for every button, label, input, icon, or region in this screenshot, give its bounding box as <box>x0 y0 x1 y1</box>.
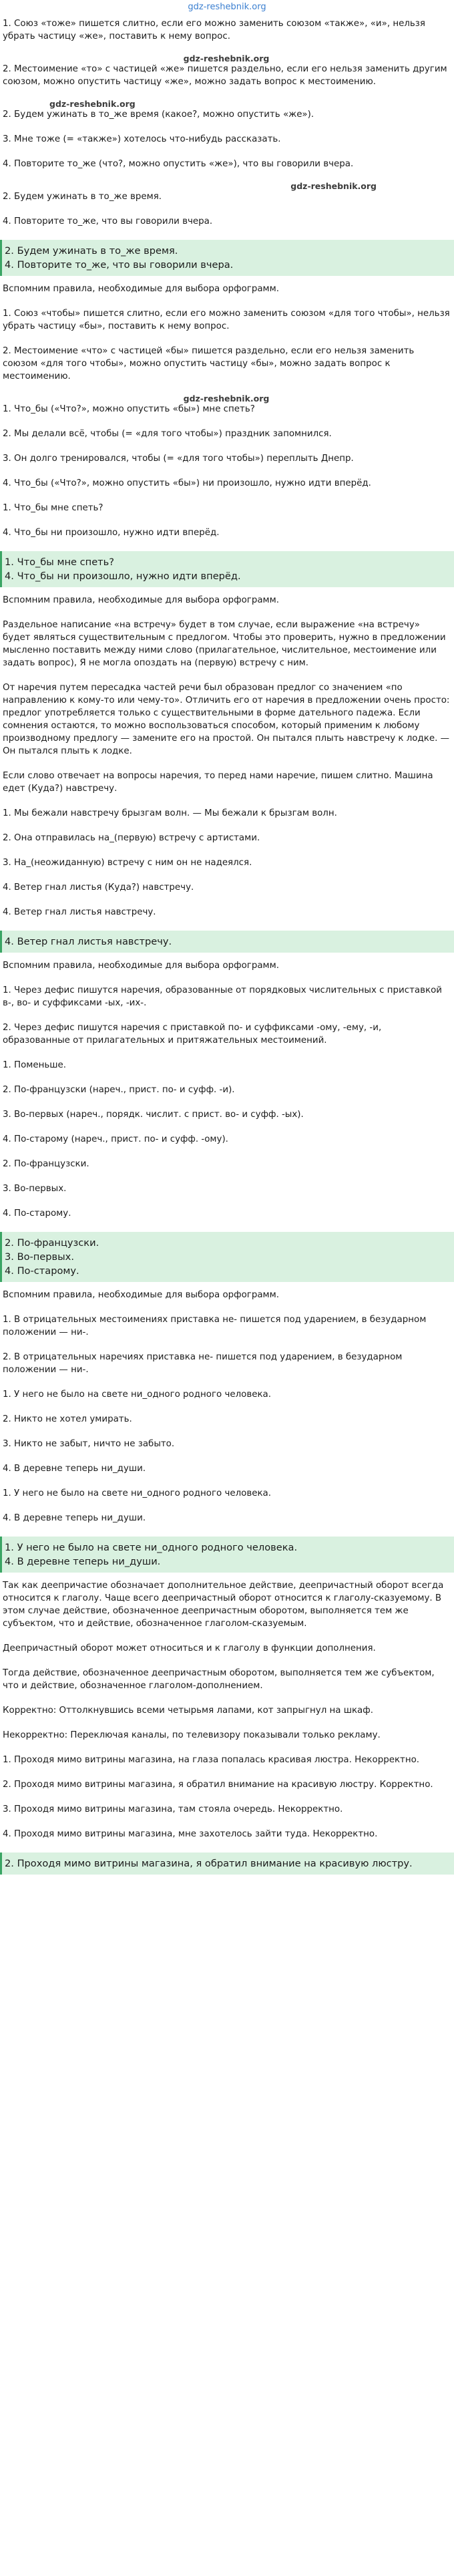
text-paragraph: Так как деепричастие обозначает дополнительное действие, деепричастный оборот всегда относится к глаголу. Чаще всего деепричастный оборот относится к глаголу-сказуемому. В этом случае действие, обозначенное деепричастным оборотом, выполняется тем же субъектом, что и действие, обозначенное глаголом-сказуемым. <box>3 1581 444 1629</box>
answer-line: 2. Проходя мимо витрины магазина, я обратил внимание на красивую люстру. <box>5 1858 413 1869</box>
answer-line: 4. По-старому. <box>5 1265 79 1277</box>
text-paragraph: 2. Никто не хотел умирать. <box>3 1414 132 1424</box>
text-paragraph: 4. В деревне теперь ни_души. <box>3 1464 146 1474</box>
text-paragraph: Вспомним правила, необходимые для выбора орфограмм. <box>3 961 279 971</box>
text-paragraph: Вспомним правила, необходимые для выбора орфограмм. <box>3 284 279 294</box>
text-paragraph: От наречия путем пересадка частей речи был образован предлог со значением «по направлению к кому-то или чему-то». Отличить его от наречия в предложении очень просто: предлог употребляется только с существительными в форме дательного падежа. Если сомнения остаются, то можно воспользоваться способом, который применим к любому производному предлогу — замените его на простой. Он пытался плыть навстречу к лодке. — Он пытался плыть к лодке. <box>3 683 450 756</box>
text-paragraph: 3. Во-первых (нареч., порядк. числит. с прист. во- и суфф. -ых). <box>3 1110 304 1120</box>
text-paragraph: 1. В отрицательных местоимениях приставка не- пишется под ударением, в безударном положении — ни-. <box>3 1315 427 1337</box>
text-paragraph: 4. Что_бы ни произошло, нужно идти вперёд. <box>3 528 220 538</box>
answer-line: 1. У него не было на свете ни_одного родного человека. <box>5 1542 298 1553</box>
answer-line: 4. Ветер гнал листья навстречу. <box>5 936 172 947</box>
text-paragraph: 4. Ветер гнал листья навстречу. <box>3 907 156 917</box>
answer-line: 2. Будем ужинать в то_же время. <box>5 245 178 257</box>
answer-highlight <box>0 1537 454 1573</box>
text-paragraph: 3. На_(неожиданную) встречу с ним он не надеялся. <box>3 858 252 868</box>
text-paragraph: 1. Мы бежали навстречу брызгам волн. — Мы бежали к брызгам волн. <box>3 808 337 818</box>
text-paragraph: 3. Мне тоже (= «также») хотелось что-нибудь рассказать. <box>3 134 281 144</box>
text-paragraph: Тогда действие, обозначенное деепричастным оборотом, выполняется тем же субъектом, что и действие, обозначенное глаголом-дополнением. <box>3 1668 435 1691</box>
watermark: gdz-reshebnik.org <box>290 181 377 191</box>
text-paragraph: 2. Местоимение «что» с частицей «бы» пишется раздельно, если его нельзя заменить союзом «для того чтобы», можно опустить частицу «бы», можно задать вопрос к местоимению. <box>3 346 415 381</box>
site-name[interactable]: gdz-reshebnik.org <box>188 2 266 12</box>
answer-line: 3. Во-первых. <box>5 1251 74 1263</box>
answer-line: 2. По-французски. <box>5 1237 99 1249</box>
text-paragraph: Деепричастный оборот может относиться и к глаголу в функции дополнения. <box>3 1643 376 1653</box>
watermark: gdz-reshebnik.org <box>49 99 136 109</box>
text-paragraph: 4. Повторите то_же, что вы говорили вчера. <box>3 216 213 226</box>
text-paragraph: 1. У него не было на свете ни_одного родного человека. <box>3 1390 272 1400</box>
text-paragraph: 2. Будем ужинать в то_же время (какое?, можно опустить «же»). <box>3 110 314 120</box>
text-paragraph: 4. Что_бы («Что?», можно опустить «бы») ни произошло, нужно идти вперёд. <box>3 478 371 488</box>
text-paragraph: 1. Проходя мимо витрины магазина, на глаза попалась красивая люстра. Некорректно. <box>3 1755 420 1765</box>
site-header[interactable] <box>0 0 454 17</box>
text-paragraph: 4. Ветер гнал листья (Куда?) навстречу. <box>3 882 194 893</box>
text-paragraph: 1. Что_бы («Что?», можно опустить «бы») мне спеть? <box>3 404 255 414</box>
text-paragraph: 1. Через дефис пишутся наречия, образованные от порядковых числительных с приставкой в-, во- и суффиксами -ых, -их-. <box>3 985 442 1008</box>
text-paragraph: 2. Она отправилась на_(первую) встречу с артистами. <box>3 833 260 843</box>
answer-highlight <box>0 551 454 587</box>
text-paragraph: 2. По-французски (нареч., прист. по- и суфф. -и). <box>3 1085 235 1095</box>
text-paragraph: 3. Проходя мимо витрины магазина, там стояла очередь. Некорректно. <box>3 1804 343 1814</box>
text-paragraph: Если слово отвечает на вопросы наречия, то перед нами наречие, пишем слитно. Машина едет (Куда?) навстречу. <box>3 771 433 794</box>
text-paragraph: 2. По-французски. <box>3 1159 89 1169</box>
text-paragraph: 1. Что_бы мне спеть? <box>3 503 103 513</box>
answer-line: 4. В деревне теперь ни_души. <box>5 1556 161 1567</box>
answer-highlight <box>0 1853 454 1875</box>
watermark: gdz-reshebnik.org <box>183 393 270 404</box>
text-paragraph: 4. Проходя мимо витрины магазина, мне захотелось зайти туда. Некорректно. <box>3 1829 378 1839</box>
text-paragraph: 4. По-старому (нареч., прист. по- и суфф. -ому). <box>3 1134 228 1144</box>
text-paragraph: 4. По-старому. <box>3 1209 71 1219</box>
text-paragraph: 3. Во-первых. <box>3 1184 67 1194</box>
text-paragraph: Некорректно: Переключая каналы, по телевизору показывали только рекламу. <box>3 1730 381 1740</box>
text-paragraph: 4. Повторите то_же (что?, можно опустить «же»), что вы говорили вчера. <box>3 159 354 169</box>
text-paragraph: 1. Союз «тоже» пишется слитно, если его можно заменить союзом «также», «и», нельзя убрать частицу «же», поставить к нему вопрос. <box>3 19 425 41</box>
answer-line: 4. Повторите то_же, что вы говорили вчера. <box>5 259 234 271</box>
text-paragraph: 2. Проходя мимо витрины магазина, я обратил внимание на красивую люстру. Корректно. <box>3 1780 433 1790</box>
text-paragraph: 3. Он долго тренировался, чтобы (= «для того чтобы») переплыть Днепр. <box>3 454 354 464</box>
text-paragraph: Вспомним правила, необходимые для выбора орфограмм. <box>3 595 279 605</box>
text-paragraph: 3. Никто не забыт, ничто не забыто. <box>3 1439 175 1449</box>
text-paragraph: 2. В отрицательных наречиях приставка не- пишется под ударением, в безударном положении — ни-. <box>3 1352 403 1375</box>
answer-highlight <box>0 1232 454 1282</box>
answer-line: 1. Что_бы мне спеть? <box>5 556 115 568</box>
text-paragraph: 2. Мы делали всё, чтобы (= «для того чтобы») праздник запомнился. <box>3 429 332 439</box>
text-paragraph: 1. Поменьше. <box>3 1060 67 1070</box>
text-paragraph: 4. В деревне теперь ни_души. <box>3 1513 146 1523</box>
document-body <box>0 17 454 1875</box>
text-paragraph: Вспомним правила, необходимые для выбора орфограмм. <box>3 1290 279 1300</box>
text-paragraph: Раздельное написание «на встречу» будет в том случае, если выражение «на встречу» будет являться существительным с предлогом. Чтобы это проверить, нужно в предложении мысленно поставить между ними слово (прилагательное, числительное, местоимение или задать вопрос), Я не могла опоздать на (первую) встречу с ним. <box>3 620 446 668</box>
text-paragraph: Корректно: Оттолкнувшись всеми четырьмя лапами, кот запрыгнул на шкаф. <box>3 1706 373 1716</box>
watermark: gdz-reshebnik.org <box>183 53 270 63</box>
answer-highlight <box>0 240 454 276</box>
answer-line: 4. Что_бы ни произошло, нужно идти вперёд. <box>5 571 241 582</box>
text-paragraph: 2. Будем ужинать в то_же время. <box>3 192 162 202</box>
text-paragraph: 1. У него не было на свете ни_одного родного человека. <box>3 1488 272 1498</box>
text-paragraph: 1. Союз «чтобы» пишется слитно, если его можно заменить союзом «для того чтобы», нельзя убрать частицу «бы», поставить к нему вопрос. <box>3 309 450 331</box>
text-paragraph: 2. Через дефис пишутся наречия с приставкой по- и суффиксами -ому, -ему, -и, образованные от прилагательных и притяжательных местоимений. <box>3 1023 382 1045</box>
answer-highlight <box>0 931 454 953</box>
text-paragraph: 2. Местоимение «то» с частицей «же» пишется раздельно, если его нельзя заменить другим союзом, можно опустить частицу «же», можно задать вопрос к местоимению. <box>3 64 447 87</box>
